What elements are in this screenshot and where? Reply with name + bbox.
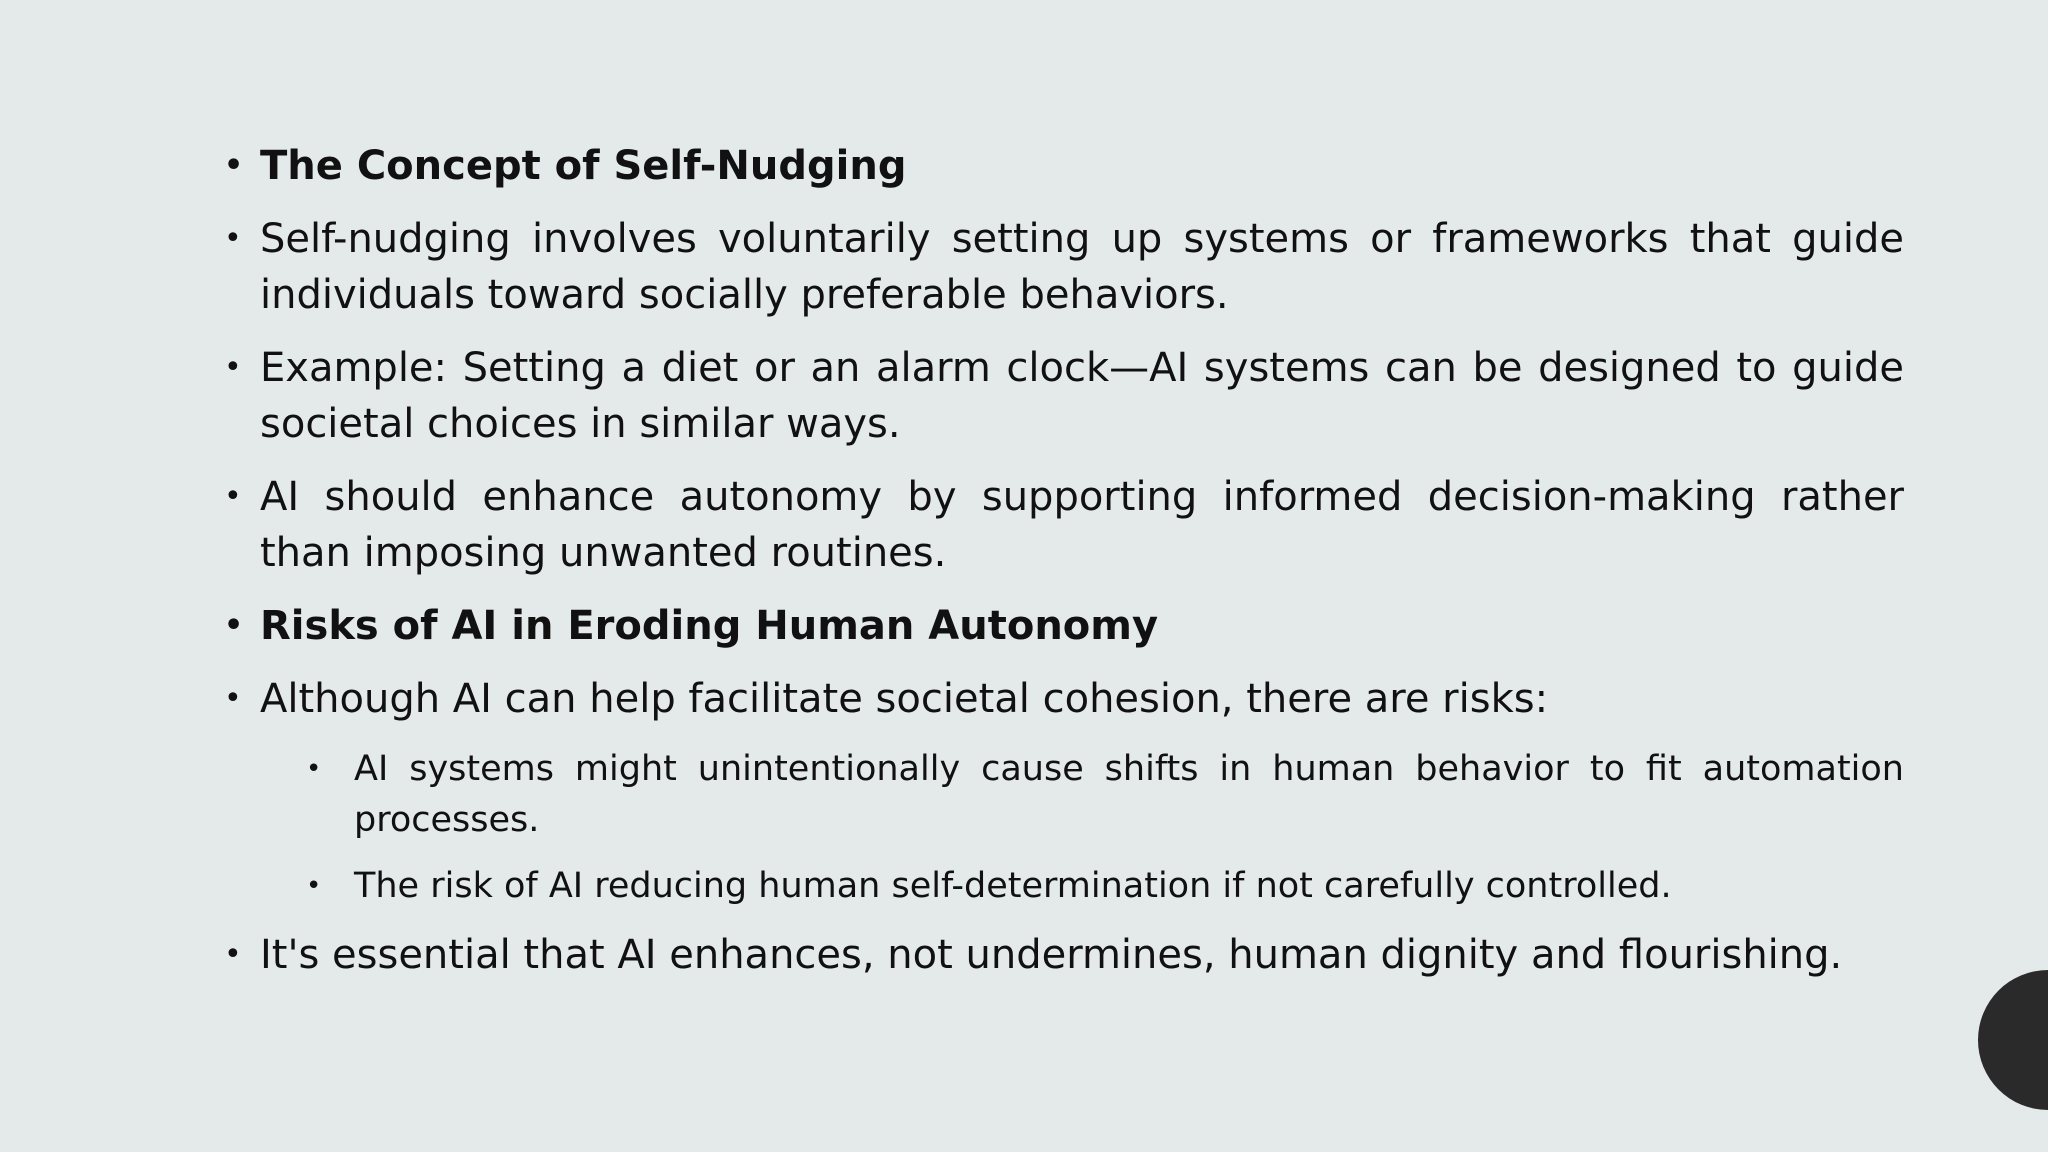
list-item bbox=[224, 927, 1904, 983]
list-item bbox=[224, 671, 1904, 727]
list-item-text: It's essential that AI enhances, not undermines, human dignity and flourishing. bbox=[260, 932, 1843, 978]
bullet-icon: • bbox=[224, 221, 242, 256]
bullet-icon: • bbox=[224, 479, 242, 514]
sub-list-item bbox=[224, 744, 1904, 846]
bullet-list bbox=[224, 138, 1904, 1000]
list-item-text: Although AI can help facilitate societal cohesion, there are risks: bbox=[260, 676, 1549, 722]
list-item-text: AI should enhance autonomy by supporting informed decision-making rather than imposing unwanted routines. bbox=[260, 474, 1904, 576]
list-item-text: Example: Setting a diet or an alarm clock—AI systems can be designed to guide societal choices in similar ways. bbox=[260, 345, 1904, 447]
list-item-text: The risk of AI reducing human self-determination if not carefully controlled. bbox=[354, 866, 1672, 906]
list-item bbox=[224, 340, 1904, 452]
bullet-icon: • bbox=[306, 871, 322, 901]
bullet-icon: • bbox=[224, 350, 242, 385]
sub-list-item bbox=[224, 861, 1904, 912]
bullet-icon: • bbox=[224, 608, 244, 643]
list-item-text: The Concept of Self-Nudging bbox=[260, 143, 907, 189]
list-item-text: Risks of AI in Eroding Human Autonomy bbox=[260, 603, 1159, 649]
list-item bbox=[224, 211, 1904, 323]
list-item bbox=[224, 469, 1904, 581]
bullet-icon: • bbox=[224, 937, 242, 972]
list-item-text: AI systems might unintentionally cause shifts in human behavior to fit automation processes. bbox=[354, 749, 1904, 840]
decorative-circle bbox=[1978, 970, 2048, 1110]
bullet-icon: • bbox=[306, 754, 322, 784]
list-item-heading bbox=[224, 598, 1904, 654]
list-item-text: Self-nudging involves voluntarily setting up systems or frameworks that guide individuals toward socially preferable behaviors. bbox=[260, 216, 1904, 318]
bullet-icon: • bbox=[224, 148, 244, 183]
list-item-heading bbox=[224, 138, 1904, 194]
bullet-icon: • bbox=[224, 681, 242, 716]
